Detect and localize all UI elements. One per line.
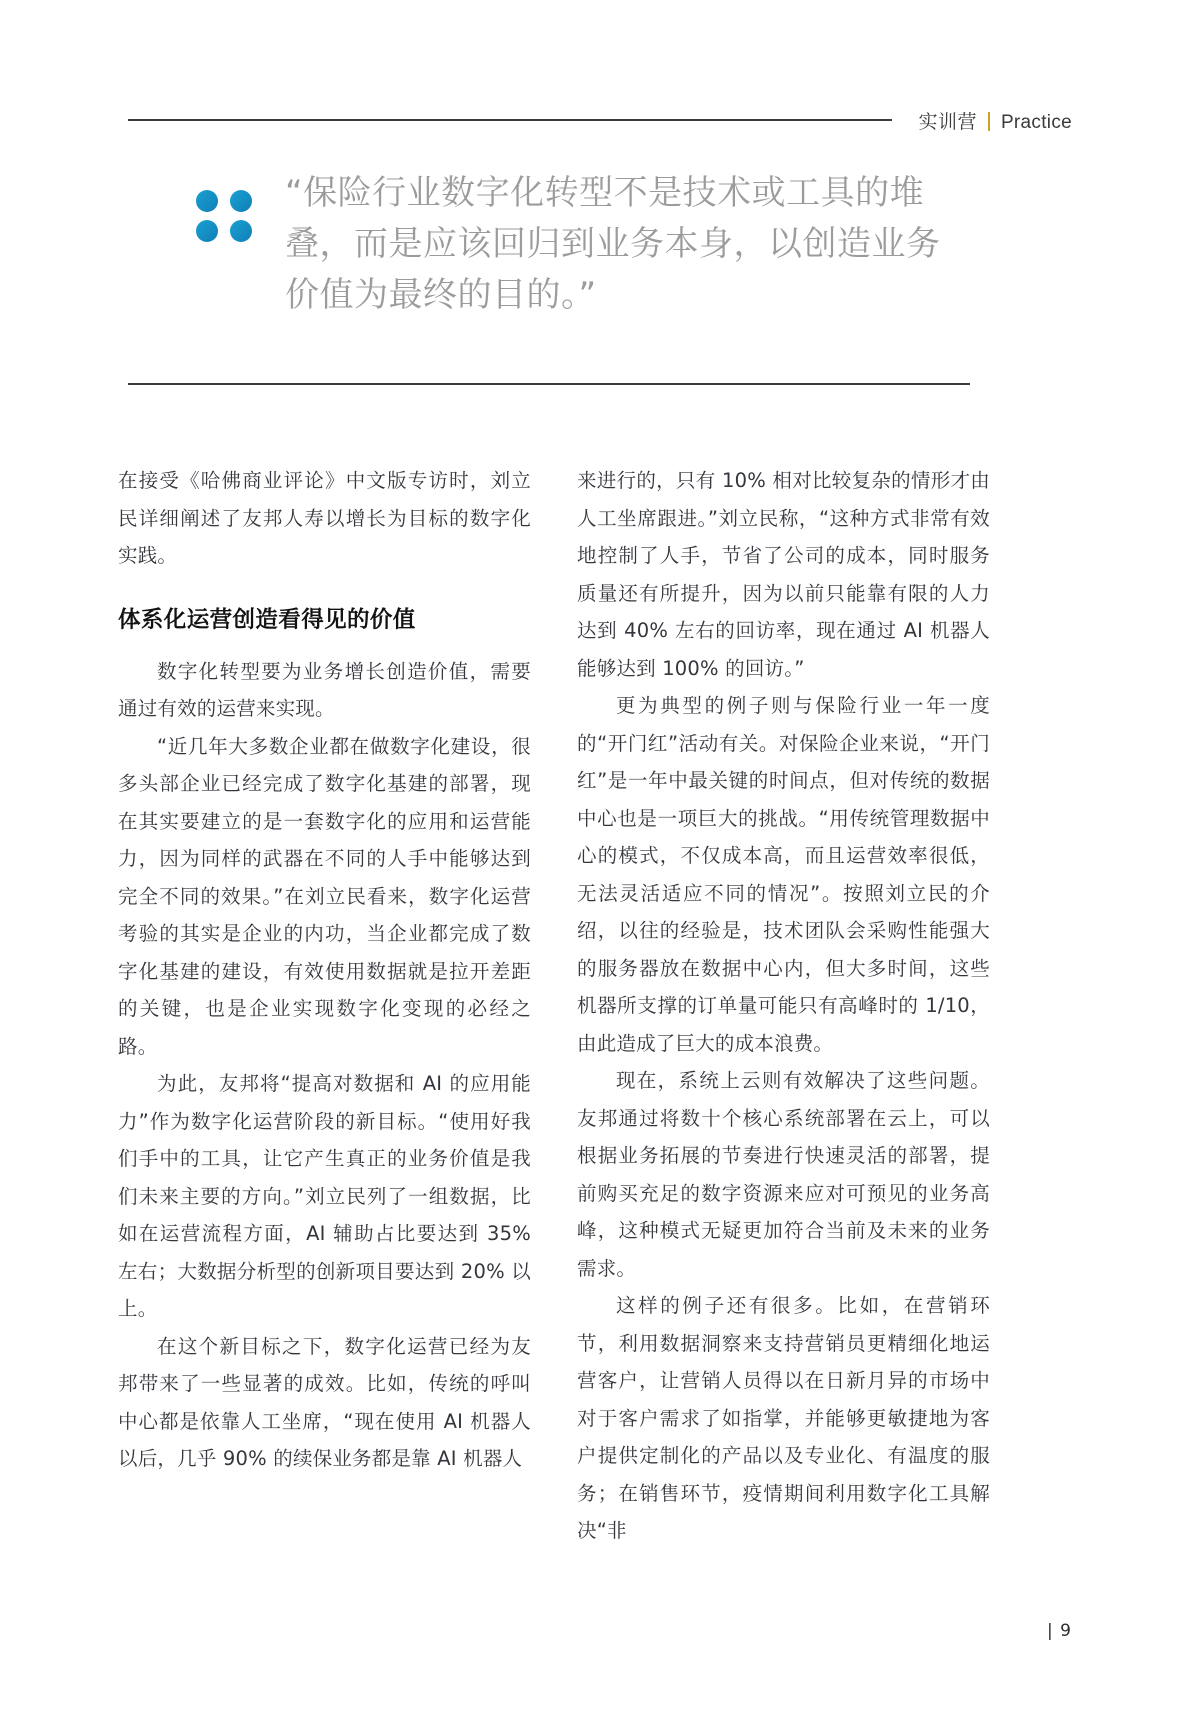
paragraph: 为此，友邦将“提高对数据和 AI 的应用能力”作为数字化运营阶段的新目标。“使用好我们手中的工具，让它产生真正的业务价值是我们未来主要的方向。”刘立民列了一组数据，比如在运营流程方面，AI 辅助占比要达到 35% 左右；大数据分析型的创新项目要达到 20% 以上。	[118, 1072, 531, 1320]
paragraph: 更为典型的例子则与保险行业一年一度的“开门红”活动有关。对保险企业来说，“开门红”是一年中最关键的时间点，但对传统的数据中心也是一项巨大的挑战。“用传统管理数据中心的模式，不仅成本高，而且运营效率很低，无法灵活适应不同的情况”。按照刘立民的介绍，以往的经验是，技术团队会采购性能强大的服务器放在数据中心内，但大多时间，这些机器所支撑的订单量可能只有高峰时的 1/10，由此造成了巨大的成本浪费。	[577, 694, 990, 1055]
intro-paragraph: 在接受《哈佛商业评论》中文版专访时，刘立民详细阐述了友邦人寿以增长为目标的数字化实践。	[118, 469, 531, 567]
page-number: | 9	[1047, 1621, 1072, 1641]
paragraph: “近几年大多数企业都在做数字化建设，很多头部企业已经完成了数字化基建的部署，现在其实要建立的是一套数字化的应用和运营能力，因为同样的武器在不同的人手中能够达到完全不同的效果。”在刘立民看来，数字化运营考验的其实是企业的内功，当企业都完成了数字化基建的建设，有效使用数据就是拉开差距的关键，也是企业实现数字化变现的必经之路。	[118, 734, 531, 1058]
paragraph: 这样的例子还有很多。比如，在营销环节，利用数据洞察来支持营销员更精细化地运营客户，让营销人员得以在日新月异的市场中对于客户需求了如指掌，并能够更敏捷地为客户提供定制化的产品以及专业化、有温度的服务；在销售环节，疫情期间利用数字化工具解决“非	[577, 1294, 990, 1542]
right-column	[577, 462, 990, 1550]
article-body	[118, 462, 990, 1550]
paragraph: 来进行的，只有 10% 相对比较复杂的情形才由人工坐席跟进。”刘立民称，“这种方式非常有效地控制了人手，节省了公司的成本，同时服务质量还有所提升，因为以前只能靠有限的人力达到 40% 左右的回访率，现在通过 AI 机器人能够达到 100% 的回访。”	[577, 469, 990, 680]
dot-icon	[196, 220, 218, 242]
four-dots-decoration-icon	[196, 190, 254, 248]
dot-icon	[196, 190, 218, 212]
page-header	[128, 100, 1072, 140]
header-separator-icon	[988, 112, 990, 131]
pull-quote-text: “保险行业数字化转型不是技术或工具的堆叠，而是应该回归到业务本身，以创造业务价值为最终的目的。”	[285, 173, 941, 315]
dot-icon	[230, 220, 252, 242]
dot-icon	[230, 190, 252, 212]
pull-quote-block	[128, 168, 1072, 321]
header-category-cn: 实训营	[918, 111, 977, 133]
header-category-en: Practice	[1000, 111, 1072, 133]
paragraph: 在这个新目标之下，数字化运营已经为友邦带来了一些显著的成效。比如，传统的呼叫中心都是依靠人工坐席，“现在使用 AI 机器人以后，几乎 90% 的续保业务都是靠 AI 机器人	[118, 1334, 531, 1470]
paragraph: 数字化转型要为业务增长创造价值，需要通过有效的运营来实现。	[118, 659, 531, 720]
paragraph: 现在，系统上云则有效解决了这些问题。友邦通过将数十个核心系统部署在云上，可以根据业务拓展的节奏进行快速灵活的部署，提前购买充足的数字资源来应对可预见的业务高峰，这种模式无疑更加符合当前及未来的业务需求。	[577, 1069, 990, 1280]
section-heading: 体系化运营创造看得见的价值	[118, 606, 416, 633]
quote-bottom-rule	[128, 383, 970, 385]
header-category	[918, 107, 1072, 134]
left-column	[118, 462, 531, 1550]
header-divider-rule	[128, 119, 892, 121]
